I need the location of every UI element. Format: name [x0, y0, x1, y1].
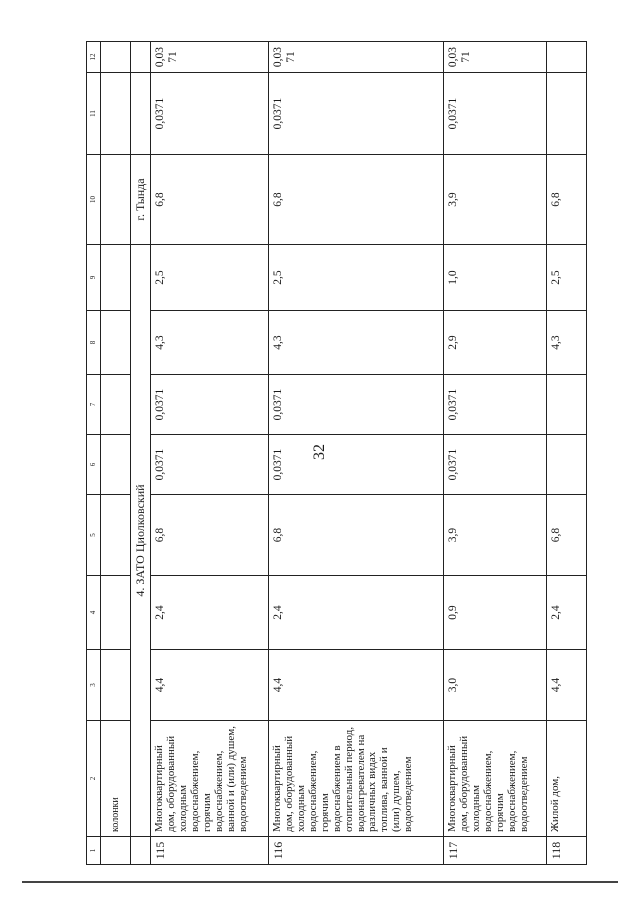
cell-col5: 3,9: [444, 495, 547, 576]
row-number: 116: [269, 837, 444, 865]
header-cell-5: 5: [87, 495, 101, 576]
table-row: [151, 42, 269, 865]
header-cell-3: 3: [87, 650, 101, 721]
cell-col11: [547, 73, 587, 155]
row-description: Многоквартирный дом, оборудованный холодным водоснабжением, горячим водоснабжением в отопительный период, водонагревателем на различных видах топлива, ванной и (или) душем, водоотведением: [269, 721, 444, 837]
cell-col12: 0,0371: [269, 42, 444, 73]
header-cell-11: 11: [87, 73, 101, 155]
cell-col8: 4,3: [269, 311, 444, 375]
page-number: 32: [311, 444, 328, 460]
cell-col3: 4,4: [269, 650, 444, 721]
header-cell-6: 6: [87, 435, 101, 495]
cell-col6: [547, 435, 587, 495]
table-row: [547, 42, 587, 865]
tariff-table: [86, 41, 587, 865]
cell-col12: 0,0371: [444, 42, 547, 73]
cell-col7: 0,0371: [151, 375, 269, 435]
subsection-title: г. Тында: [131, 155, 151, 245]
cell-col11: 0,0371: [151, 73, 269, 155]
row-description: Многоквартирный дом, оборудованный холодным водоснабжением, горячим водоснабжением, водоотведением: [444, 721, 547, 837]
cell-col5: 6,8: [269, 495, 444, 576]
cell-col8: 2,9: [444, 311, 547, 375]
table-row: [269, 42, 444, 865]
section-title: 4. ЗАТО Циолковский: [131, 245, 151, 837]
cell-col4: 2,4: [547, 576, 587, 650]
header-row: [87, 42, 101, 865]
cell-col3: 4,4: [151, 650, 269, 721]
bottom-divider: [22, 881, 618, 883]
cell-col5: 6,8: [547, 495, 587, 576]
cell-col9: 1,0: [444, 245, 547, 311]
cell-col4: 2,4: [269, 576, 444, 650]
cell-col11: 0,0371: [269, 73, 444, 155]
cell-col4: 0,9: [444, 576, 547, 650]
cell-col8: 4,3: [151, 311, 269, 375]
cell-col10: 6,8: [269, 155, 444, 245]
continuation-row: [101, 42, 131, 865]
header-cell-8: 8: [87, 311, 101, 375]
header-cell-2: 2: [87, 721, 101, 837]
row-number: 118: [547, 837, 587, 865]
cell-col6: 0,0371: [444, 435, 547, 495]
cell-col6: 0,0371: [151, 435, 269, 495]
cell-col3: 3,0: [444, 650, 547, 721]
cell-col10: 3,9: [444, 155, 547, 245]
cell-col4: 2,4: [151, 576, 269, 650]
cell-col7: 0,0371: [269, 375, 444, 435]
cell-col9: 2,5: [151, 245, 269, 311]
cell-col5: 6,8: [151, 495, 269, 576]
section-row: [131, 42, 151, 865]
cell-col10: 6,8: [547, 155, 587, 245]
continuation-text: колонки: [101, 721, 131, 837]
table-row: [444, 42, 547, 865]
cell-col12: 0,0371: [151, 42, 269, 73]
cell-col3: 4,4: [547, 650, 587, 721]
cell-col11: 0,0371: [444, 73, 547, 155]
cell-col7: 0,0371: [444, 375, 547, 435]
header-cell-7: 7: [87, 375, 101, 435]
header-cell-4: 4: [87, 576, 101, 650]
cell-col9: 2,5: [269, 245, 444, 311]
cell-col8: 4,3: [547, 311, 587, 375]
cell-col9: 2,5: [547, 245, 587, 311]
row-number: 115: [151, 837, 269, 865]
cell-col10: 6,8: [151, 155, 269, 245]
header-cell-12: 12: [87, 42, 101, 73]
row-number: 117: [444, 837, 547, 865]
row-description: Жилой дом,: [547, 721, 587, 837]
header-cell-1: 1: [87, 837, 101, 865]
header-cell-10: 10: [87, 155, 101, 245]
header-cell-9: 9: [87, 245, 101, 311]
rotated-table-container: [86, 42, 582, 865]
cell-col12: [547, 42, 587, 73]
cell-col6: 0,0371: [269, 435, 444, 495]
cell-col7: [547, 375, 587, 435]
row-description: Многоквартирный дом, оборудованный холодным водоснабжением, горячим водоснабжением, ванной и (или) душем, водоотведением: [151, 721, 269, 837]
